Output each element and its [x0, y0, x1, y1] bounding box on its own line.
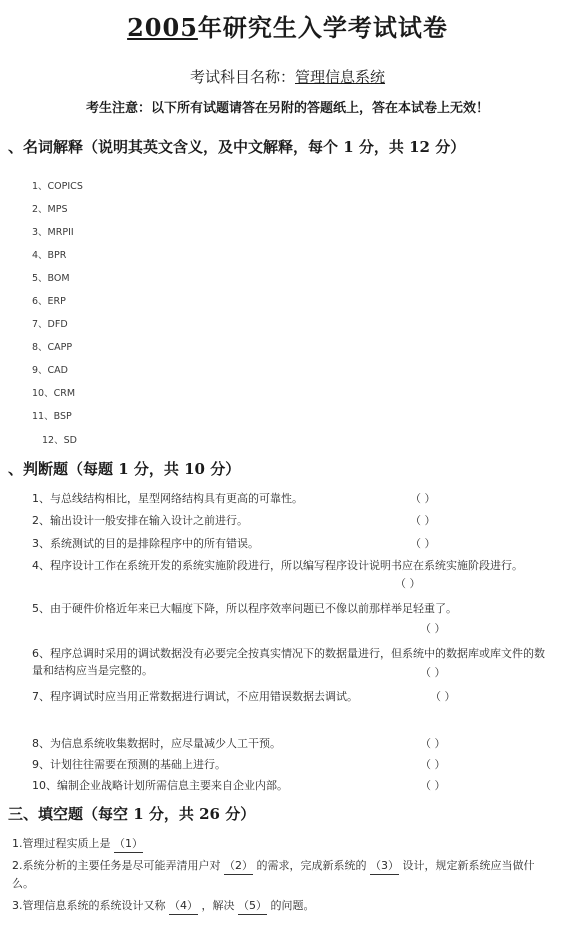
exam-title: [0, 8, 575, 43]
fill-question-1: [12, 835, 552, 853]
fill-blank-1: （1）: [114, 835, 143, 853]
answer-parens: （ ）: [420, 737, 446, 750]
fill-q1-text: 1.管理过程实质上是: [12, 837, 111, 850]
term-item: 11、BSP: [32, 411, 72, 422]
term-item: 1、COPICS: [32, 181, 83, 192]
term-item: 5、BOM: [32, 273, 70, 284]
judge-item: 9、计划往往需要在预测的基础上进行。: [32, 758, 226, 771]
section1-title: 、名词解释（说明其英文含义，及中文解释，每个 1 分，共 12 分）: [8, 138, 466, 156]
answer-parens: （ ）: [410, 514, 436, 527]
fill-blank-3: （3）: [370, 857, 399, 875]
judge-item: 2、输出设计一般安排在输入设计之前进行。: [32, 514, 248, 527]
judge-item: 8、为信息系统收集数据时，应尽量减少人工干预。: [32, 737, 281, 750]
term-item: 8、CAPP: [32, 342, 73, 353]
fill-q2-text-a: 2.系统分析的主要任务是尽可能弄清用户对: [12, 859, 221, 872]
exam-title-text: 年研究生入学考试试卷: [197, 13, 448, 42]
fill-question-3: [12, 897, 552, 915]
answer-parens: （ ）: [420, 758, 446, 771]
judge-item: 6、程序总调时采用的调试数据没有必要完全按真实情况下的数据量进行，但系统中的数据库或库文件的数量和结构应当是完整的。: [32, 647, 545, 677]
answer-parens: （ ）: [410, 492, 436, 505]
judge-item: 4、程序设计工作在系统开发的系统实施阶段进行，所以编写程序设计说明书应在系统实施阶段进行。: [32, 559, 523, 572]
fill-question-2: [12, 857, 552, 892]
judge-item: 3、系统测试的目的是排除程序中的所有错误。: [32, 537, 259, 550]
judge-item: 7、程序调试时应当用正常数据进行调试，不应用错误数据去调试。: [32, 690, 358, 703]
fill-q2-text-c: 设计，规定新系统应当做什么。: [12, 859, 535, 890]
fill-blank-4: （4）: [169, 897, 198, 915]
fill-q2-text-b: 的需求，完成新系统的: [256, 859, 367, 872]
term-item: 2、MPS: [32, 204, 68, 215]
exam-subject: [0, 66, 575, 87]
fill-blank-5: （5）: [238, 897, 267, 915]
term-item: 6、ERP: [32, 296, 66, 307]
term-item: 4、BPR: [32, 250, 67, 261]
answer-parens: （ ）: [395, 577, 421, 590]
section2-title: 、判断题（每题 1 分，共 10 分）: [8, 460, 241, 478]
judge-item: 10、编制企业战略计划所需信息主要来自企业内部。: [32, 779, 288, 792]
section3-title: 三、填空题（每空 1 分，共 26 分）: [8, 805, 256, 823]
answer-parens: （ ）: [420, 779, 446, 792]
answer-parens: （ ）: [420, 666, 446, 679]
exam-year: 2005: [127, 13, 198, 42]
answer-parens: （ ）: [420, 622, 446, 635]
answer-parens: （ ）: [410, 537, 436, 550]
term-item: 12、SD: [42, 435, 77, 446]
fill-q3-text-c: 的问题。: [270, 899, 315, 912]
term-item: 7、DFD: [32, 319, 68, 330]
fill-blank-2: （2）: [224, 857, 253, 875]
judge-item: 5、由于硬件价格近年来已大幅度下降，所以程序效率问题已不像以前那样举足轻重了。: [32, 602, 457, 615]
answer-parens: （ ）: [430, 690, 456, 703]
subject-name: 管理信息系统: [295, 68, 386, 86]
exam-notice: 考生注意：以下所有试题请答在另附的答题纸上，答在本试卷上无效！: [85, 101, 489, 116]
term-item: 9、CAD: [32, 365, 68, 376]
fill-q3-text-b: ，解决: [201, 899, 235, 912]
term-item: 3、MRPII: [32, 227, 74, 238]
fill-q3-text-a: 3.管理信息系统的系统设计又称: [12, 899, 166, 912]
term-item: 10、CRM: [32, 388, 76, 399]
subject-label: 考试科目名称：: [189, 68, 295, 86]
judge-item: 1、与总线结构相比，星型网络结构具有更高的可靠性。: [32, 492, 303, 505]
